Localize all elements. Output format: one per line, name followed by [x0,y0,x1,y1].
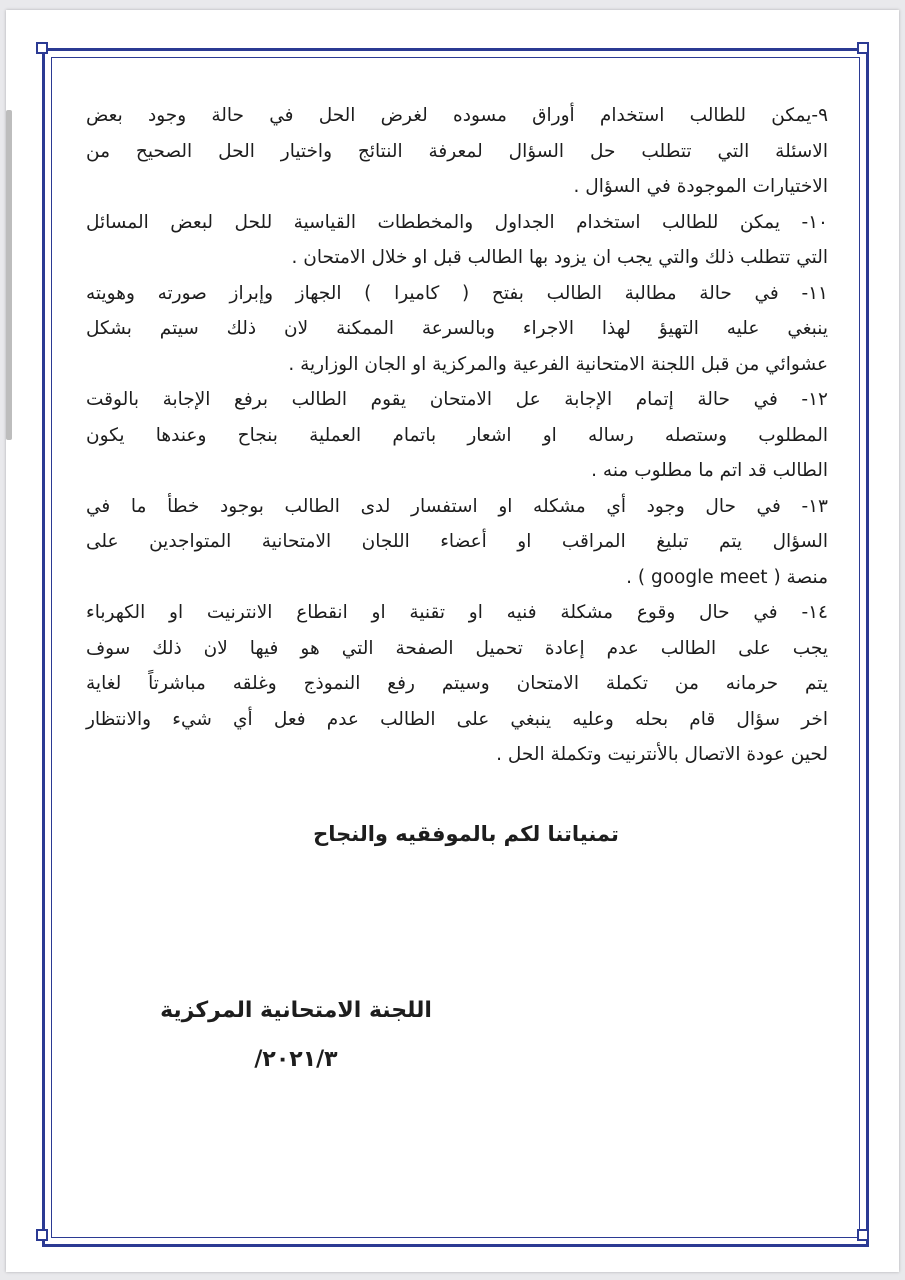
instruction-line: ١٤- في حال وقوع مشكلة فنيه او تقنية او انقطاع الانترنيت او الكهرباء [86,602,828,623]
instruction-line: التي تتطلب ذلك والتي يجب ان يزود بها الطالب قبل او خلال الامتحان . [291,247,828,268]
scrollbar-thumb[interactable] [6,110,12,440]
instruction-item-9 [86,98,828,205]
instruction-line: السؤال يتم تبليغ المراقب او أعضاء اللجان الامتحانية المتواجدين على [86,531,828,552]
signature-date: ٢٠٢١/٣/ [254,1047,338,1072]
instruction-line: ١٣- في حال وجود أي مشكله او استفسار لدى الطالب بوجود خطأ ما في [86,495,828,517]
instructions-list [86,98,828,773]
committee-signature: اللجنة الامتحانية المركزية [160,998,432,1023]
instruction-line: الاختيارات الموجودة في السؤال . [573,176,828,197]
instruction-line: اخر سؤال قام بحله وعليه ينبغي على الطالب عدم فعل أي شيء والانتظار [86,708,828,730]
instruction-line: يتم حرمانه من تكملة الامتحان وسيتم رفع النموذج وغلقه مباشرتاً لغاية [86,673,828,694]
instruction-item-14 [86,595,828,773]
border-corner-ornament [857,42,869,54]
instruction-line: ١٢- في حالة إتمام الإجابة عل الامتحان يقوم الطالب برفع الإجابة بالوقت [86,389,828,410]
instruction-line: يجب على الطالب عدم إعادة تحميل الصفحة التي هو فيها لان ذلك سوف [86,637,828,659]
instruction-line: المطلوب وستصله رساله او اشعار باتمام العملية بنجاح وعندها يكون [86,424,828,446]
instruction-line: منصة ( google meet ) . [626,566,828,588]
border-corner-ornament [857,1229,869,1241]
instruction-line: الاسئلة التي تتطلب حل السؤال لمعرفة النتائج واختيار الحل الصحيح من [86,140,828,162]
instruction-item-11 [86,276,828,383]
instruction-line: ١١- في حالة مطالبة الطالب بفتح ( كاميرا ) الجهاز وإبراز صورته وهويته [86,282,828,304]
instruction-line: ١٠- يمكن للطالب استخدام الجداول والمخططات القياسية للحل لبعض المسائل [86,211,828,233]
document-page [6,10,899,1272]
border-corner-ornament [36,1229,48,1241]
instruction-line: الطالب قد اتم ما مطلوب منه . [591,460,828,481]
instruction-item-13 [86,489,828,596]
instruction-item-12 [86,382,828,489]
closing-wishes: تمنياتنا لكم بالموفقيه والنجاح [313,822,619,846]
instruction-line: ٩-يمكن للطالب استخدام أوراق مسوده لغرض الحل في حالة وجود بعض [86,105,828,126]
instruction-line: لحين عودة الاتصال بالأنترنيت وتكملة الحل . [496,744,828,765]
instruction-item-10 [86,205,828,276]
instruction-line: عشوائي من قبل اللجنة الامتحانية الفرعية والمركزية او الجان الوزارية . [288,353,828,375]
border-corner-ornament [36,42,48,54]
instruction-line: ينبغي عليه التهيؤ لهذا الاجراء وبالسرعة الممكنة لان ذلك سيتم بشكل [86,318,828,339]
